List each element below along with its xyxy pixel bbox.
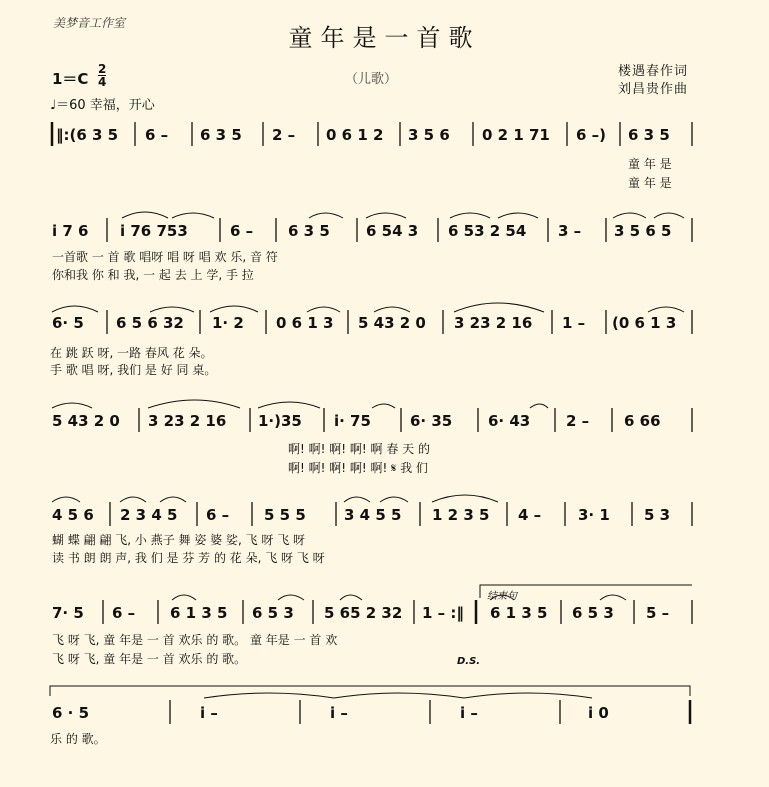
key-signature: 1＝C (52, 70, 89, 88)
lyrics-verse-2: 手 歌 唱 呀, 我们 是 好 同 桌。 (50, 363, 217, 377)
measure: 2 3 4 5 (120, 506, 178, 524)
measure: 1 – :‖ (422, 604, 464, 622)
measure: 7· 5 (52, 604, 84, 622)
measure: 4 – (518, 506, 542, 524)
measure: 6 1 3 5 (490, 604, 548, 622)
measure: 1 – (562, 314, 586, 332)
measure: 3 – (558, 222, 582, 240)
measure: 3 4 5 5 (344, 506, 402, 524)
measure: 6 – (230, 222, 254, 240)
tempo-marking: ♩＝60 幸福，开心 (50, 98, 155, 113)
measure: 5 43 2 0 (358, 314, 426, 332)
measure: i – (200, 704, 218, 722)
measure: 1· 2 (212, 314, 244, 332)
time-signature-top: 2 (98, 62, 107, 76)
measure: 6 53 2 54 (448, 222, 527, 240)
measure: 6 –) (576, 126, 607, 144)
measure: 6 3 5 (200, 126, 242, 144)
measure: 1·)35 (258, 412, 302, 430)
lyrics-verse-2: 童 年 是 (628, 176, 672, 190)
measure: 6 – (206, 506, 230, 524)
lyrics-verse-1: 飞 呀 飞, 童 年是 一 首 欢乐 的 歌。 童 年是 一 首 欢 (52, 633, 338, 647)
measure: 6 5 3 (572, 604, 614, 622)
measure: 3 5 6 (408, 126, 450, 144)
measure: 6 – (112, 604, 136, 622)
lyrics-verse-2: 飞 呀 飞, 童 年是 一 首 欢乐 的 歌。 (52, 652, 247, 666)
measure: 6 3 5 (288, 222, 330, 240)
measure: 0 2 1 71 (482, 126, 550, 144)
measure: 3 23 2 16 (454, 314, 533, 332)
genre-label: （儿歌） (345, 72, 398, 87)
dal-segno-mark: D.S. (457, 656, 481, 667)
measure: 5 5 5 (264, 506, 306, 524)
measure: ‖:(6 3 5 (56, 126, 119, 144)
measure: 2 – (566, 412, 590, 430)
lyrics-verse-1: 在 跳 跃 呀, 一路 春风 花 朵。 (50, 346, 213, 360)
measure: i 0 (588, 704, 609, 722)
measure: 6 66 (624, 412, 661, 430)
measure: 0 6 1 3 (276, 314, 334, 332)
lyrics-verse-1: 童 年 是 (628, 157, 672, 171)
measure: 5 65 2 32 (324, 604, 403, 622)
song-title: 童年是一首歌 (288, 24, 481, 52)
time-signature-bottom: 4 (98, 75, 107, 89)
measure: 6· 5 (52, 314, 84, 332)
measure: i 7 6 (52, 222, 89, 240)
measure: 3· 1 (578, 506, 610, 524)
measure: 1 2 3 5 (432, 506, 490, 524)
lyrics-verse-2: 读 书 朗 朗 声, 我 们 是 芬 芳 的 花 朵, 飞 呀 飞 呀 (52, 551, 325, 565)
measure: 6 1 3 5 (170, 604, 228, 622)
lyrics-verse-2: 啊! 啊! 啊! 啊! 啊! 𝄋 我 们 (288, 461, 428, 475)
measure: 6 – (145, 126, 169, 144)
measure: i· 75 (334, 412, 371, 430)
measure: 6 54 3 (366, 222, 419, 240)
lyrics-verse-1: 啊! 啊! 啊! 啊! 啊 春 天 的 (288, 442, 430, 456)
measure: 0 6 1 2 (326, 126, 384, 144)
measure: 5 3 (644, 506, 671, 524)
lyrics-verse-1: 蝴 蝶 翩 翩 飞, 小 燕子 舞 姿 婆 娑, 飞 呀 飞 呀 (52, 533, 306, 547)
lyricist-credit: 楼遇春作词 (618, 64, 689, 79)
measure: 6 · 5 (52, 704, 90, 722)
studio-name: 美梦音工作室 (53, 16, 126, 30)
coda-label: 结束句 (487, 591, 517, 602)
lyrics-verse-1: 乐 的 歌。 (50, 732, 106, 746)
measure: 3 23 2 16 (148, 412, 227, 430)
lyrics-verse-1: 一首歌 一 首 歌 唱呀 唱 呀 唱 欢 乐, 音 符 (52, 250, 278, 264)
measure: 6· 35 (410, 412, 453, 430)
measure: 5 43 2 0 (52, 412, 120, 430)
measure: 3 5 6 5 (614, 222, 672, 240)
measure: 5 – (646, 604, 670, 622)
measure: 6 3 5 (628, 126, 670, 144)
measure: 2 – (272, 126, 296, 144)
measure: 6 5 3 (252, 604, 294, 622)
lyrics-verse-2: 你和我 你 和 我, 一 起 去 上 学, 手 拉 (52, 268, 254, 282)
measure: i – (460, 704, 478, 722)
measure: i – (330, 704, 348, 722)
composer-credit: 刘昌贵作曲 (618, 82, 689, 97)
measure: i 76 753 (120, 222, 188, 240)
measure: 4 5 6 (52, 506, 94, 524)
measure: 6 5 6 32 (116, 314, 184, 332)
measure: (0 6 1 3 (612, 314, 677, 332)
measure: 6· 43 (488, 412, 531, 430)
